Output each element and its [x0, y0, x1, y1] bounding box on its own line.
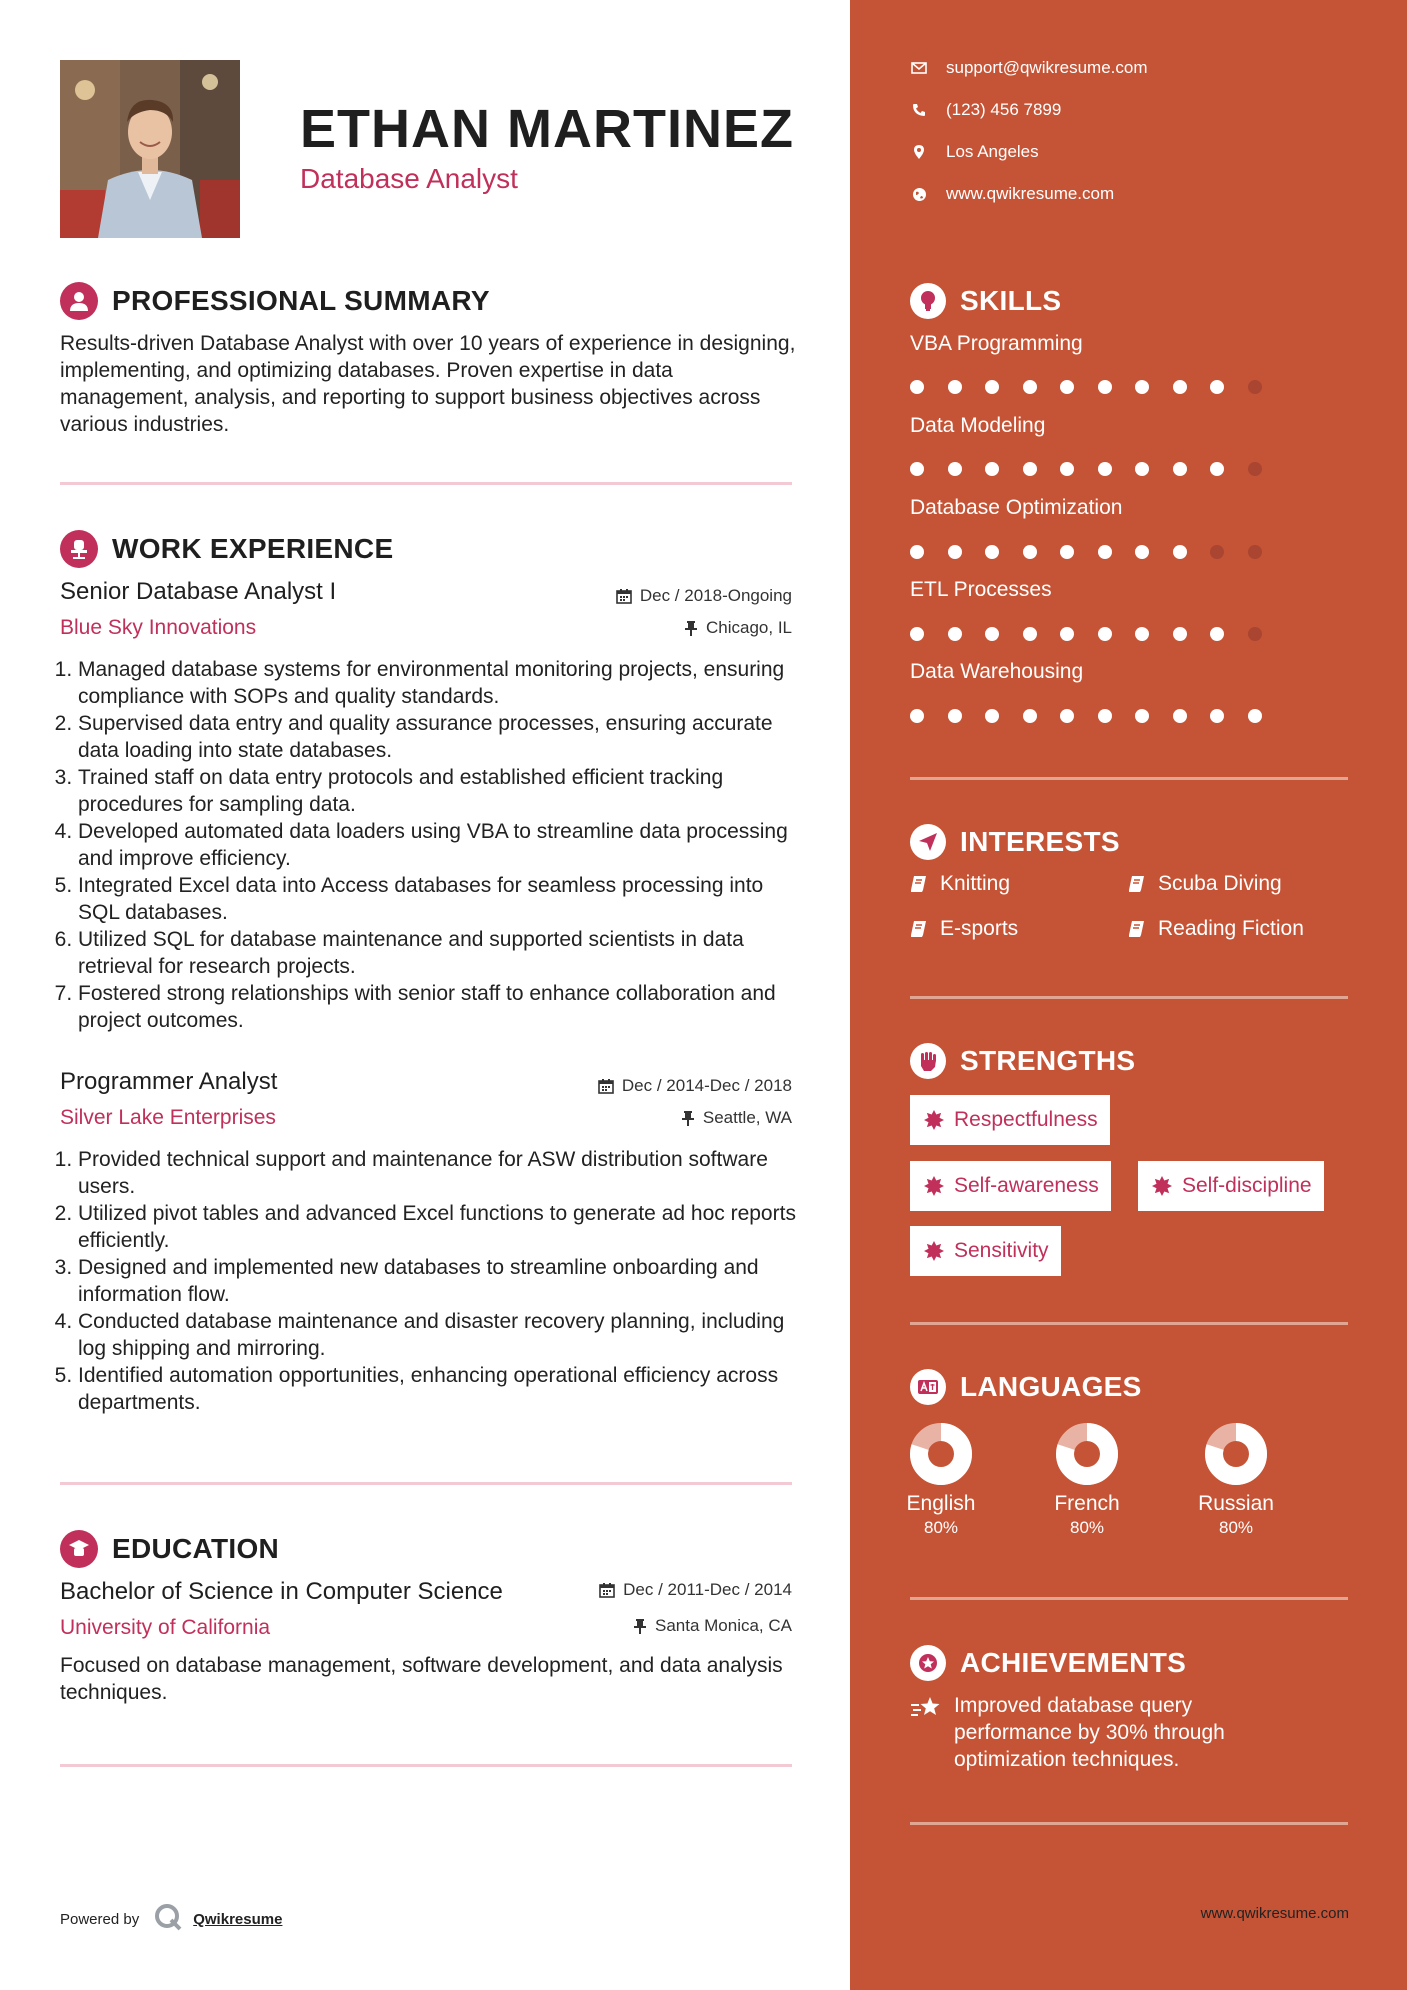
- summary-heading: [60, 282, 490, 320]
- list-item: 1. Managed database systems for environmental monitoring projects, ensuring compliance with SOPs and quality standards.: [78, 656, 800, 710]
- badge-burst-icon: [924, 1110, 944, 1130]
- skill-rating: [910, 627, 1285, 641]
- job-location-text: Chicago, IL: [706, 618, 792, 637]
- experience-heading: [60, 530, 393, 568]
- skill-dot-filled: [1135, 545, 1149, 559]
- education-description: Focused on database management, software development, and data analysis techniques.: [60, 1654, 783, 1704]
- skill-dot-filled: [948, 627, 962, 641]
- job-title: Programmer Analyst: [60, 1068, 278, 1095]
- powered-by-label: Powered by: [60, 1910, 140, 1928]
- skill-name: Data Warehousing: [910, 660, 1084, 683]
- language-percent: 80%: [923, 1518, 959, 1537]
- contact-location: [910, 142, 1039, 162]
- star-badge-icon: [910, 1645, 946, 1681]
- interest-label: E-sports: [940, 917, 1019, 940]
- skill-dot-filled: [1023, 627, 1037, 641]
- list-item: 7. Fostered strong relationships with senior staff to enhance collaboration and project outcomes.: [78, 980, 800, 1034]
- list-item: 6. Utilized SQL for database maintenance and supported scientists in data retrieval for research projects.: [78, 926, 800, 980]
- list-item: 3. Trained staff on data entry protocols and established efficient tracking procedures for sampling data.: [78, 764, 800, 818]
- strength-label: Self-discipline: [1182, 1174, 1312, 1197]
- language-percent: 80%: [1218, 1518, 1254, 1537]
- list-item: 5. Integrated Excel data into Access databases for seamless processing into SQL databases.: [78, 872, 800, 926]
- job-dates-text: Dec / 2014-Dec / 2018: [621, 1076, 792, 1095]
- skill-dot-filled: [948, 380, 962, 394]
- divider: [910, 996, 1348, 999]
- skill-rating: [910, 709, 1285, 723]
- job-dates-text: Dec / 2018-Ongoing: [639, 586, 792, 605]
- phone-text: (123) 456 7899: [946, 100, 1062, 119]
- education-dates: [599, 1580, 792, 1600]
- list-item: 1. Provided technical support and maintenance for ASW distribution software users.: [78, 1146, 800, 1200]
- paper-plane-icon: [910, 824, 946, 860]
- education-location: [633, 1616, 792, 1636]
- skill-dot-filled: [1135, 627, 1149, 641]
- interest-item: [1128, 917, 1304, 941]
- achievements-title: ACHIEVEMENTS: [960, 1647, 1187, 1678]
- skill-dot-filled: [1060, 627, 1074, 641]
- skill-dot-filled: [1098, 627, 1112, 641]
- sidebar: [850, 0, 1407, 1990]
- divider: [60, 1482, 792, 1485]
- list-item: 4. Conducted database maintenance and disaster recovery planning, including log shipping and mirroring.: [78, 1308, 800, 1362]
- graduation-icon: [60, 1530, 98, 1568]
- summary-title: PROFESSIONAL SUMMARY: [112, 285, 490, 316]
- footer-site[interactable]: www.qwikresume.com: [1200, 1905, 1349, 1922]
- calendar-icon: [598, 1078, 614, 1094]
- job-company: Blue Sky Innovations: [60, 616, 257, 639]
- translate-icon: [910, 1369, 946, 1405]
- skill-dot-filled: [1060, 462, 1074, 476]
- skill-dot-filled: [1248, 709, 1262, 723]
- language-ring-hole: [1077, 1444, 1097, 1464]
- interest-label: Scuba Diving: [1158, 872, 1282, 895]
- calendar-icon: [616, 588, 632, 604]
- skill-dot-filled: [1098, 380, 1112, 394]
- job-dates: [598, 1076, 792, 1096]
- skill-dot-filled: [910, 545, 924, 559]
- list-item: 2. Utilized pivot tables and advanced Excel functions to generate ad hoc reports efficiently.: [78, 1200, 800, 1254]
- language-item: [886, 1422, 996, 1538]
- skill-dot-filled: [1135, 462, 1149, 476]
- skill-dot-filled: [1173, 545, 1187, 559]
- job-company: Silver Lake Enterprises: [60, 1106, 276, 1129]
- interest-item: [910, 917, 1018, 941]
- strength-badge: [910, 1226, 1061, 1276]
- contact-phone: [910, 100, 1061, 120]
- contact-website: [910, 184, 1114, 204]
- calendar-icon: [599, 1582, 615, 1598]
- skill-dot-filled: [1173, 627, 1187, 641]
- phone-icon: [910, 103, 928, 117]
- strength-label: Respectfulness: [954, 1108, 1098, 1131]
- skill-dot-filled: [1060, 545, 1074, 559]
- education-title: EDUCATION: [112, 1533, 280, 1564]
- skill-rating: [910, 380, 1285, 394]
- achievements-heading: [910, 1645, 1186, 1681]
- skill-name: VBA Programming: [910, 332, 1083, 355]
- profile-photo: [60, 60, 240, 238]
- skill-dot-filled: [910, 627, 924, 641]
- list-item: 3. Designed and implemented new databases to streamline onboarding and information flow.: [78, 1254, 800, 1308]
- languages-title: LANGUAGES: [960, 1371, 1142, 1402]
- candidate-name: ETHAN MARTINEZ: [300, 99, 794, 159]
- skill-dot-filled: [1210, 462, 1224, 476]
- skill-dot-filled: [948, 545, 962, 559]
- skill-dot-filled: [1023, 380, 1037, 394]
- skill-rating: [910, 545, 1285, 559]
- language-item: [1181, 1422, 1291, 1538]
- skill-dot-filled: [1173, 709, 1187, 723]
- globe-icon: [910, 187, 928, 202]
- email-text[interactable]: support@qwikresume.com: [946, 58, 1148, 77]
- divider: [60, 1764, 792, 1767]
- interest-label: Knitting: [940, 872, 1011, 895]
- skill-dot-filled: [985, 380, 999, 394]
- badge-burst-icon: [1152, 1176, 1172, 1196]
- skills-title: SKILLS: [960, 285, 1062, 316]
- list-item: 5. Identified automation opportunities, enhancing operational efficiency across departments.: [78, 1362, 800, 1416]
- skill-dot-filled: [1210, 380, 1224, 394]
- briefcase-chair-icon: [60, 530, 98, 568]
- strength-badge: [910, 1095, 1110, 1145]
- skill-dot-filled: [1173, 380, 1187, 394]
- education-heading: [60, 1530, 279, 1568]
- skill-dot-empty: [1248, 380, 1262, 394]
- shooting-star-icon: [910, 1696, 942, 1773]
- website-text[interactable]: www.qwikresume.com: [946, 184, 1115, 203]
- skill-dot-empty: [1248, 545, 1262, 559]
- language-level-ring: [1204, 1422, 1268, 1486]
- skill-dot-filled: [1098, 709, 1112, 723]
- skill-dot-empty: [1248, 627, 1262, 641]
- skill-dot-filled: [1023, 462, 1037, 476]
- location-text: Los Angeles: [946, 142, 1039, 161]
- divider: [60, 482, 792, 485]
- skill-dot-empty: [1248, 462, 1262, 476]
- interests-heading: [910, 824, 1120, 860]
- interest-item: [1128, 872, 1282, 896]
- skill-dot-filled: [910, 709, 924, 723]
- skill-dot-filled: [1098, 545, 1112, 559]
- job-location-text: Seattle, WA: [702, 1108, 792, 1127]
- skill-dot-filled: [1210, 709, 1224, 723]
- divider: [910, 1822, 1348, 1825]
- list-item: 4. Developed automated data loaders using VBA to streamline data processing and improve efficiency.: [78, 818, 800, 872]
- divider: [910, 1597, 1348, 1600]
- languages-heading: [910, 1369, 1142, 1405]
- achievement-item: [910, 1692, 1310, 1773]
- pin-icon: [633, 1618, 647, 1634]
- skill-dot-filled: [985, 709, 999, 723]
- skill-dot-empty: [1210, 545, 1224, 559]
- skill-name: Database Optimization: [910, 496, 1123, 519]
- language-level-ring: [1055, 1422, 1119, 1486]
- skill-dot-filled: [1060, 380, 1074, 394]
- divider: [910, 777, 1348, 780]
- candidate-title: Database Analyst: [300, 163, 518, 194]
- education-location-text: Santa Monica, CA: [654, 1616, 792, 1635]
- skill-dot-filled: [948, 462, 962, 476]
- job-title: Senior Database Analyst I: [60, 578, 337, 605]
- book-icon: [1128, 920, 1146, 938]
- interests-title: INTERESTS: [960, 826, 1120, 857]
- book-icon: [910, 920, 928, 938]
- job-location: [684, 618, 792, 638]
- skill-dot-filled: [1135, 380, 1149, 394]
- pin-icon: [684, 620, 698, 636]
- envelope-icon: [910, 62, 928, 74]
- strength-label: Sensitivity: [954, 1239, 1049, 1262]
- interest-label: Reading Fiction: [1158, 917, 1304, 940]
- strength-badge: [910, 1161, 1111, 1211]
- language-item: [1032, 1422, 1142, 1538]
- degree: Bachelor of Science in Computer Science: [60, 1578, 503, 1605]
- skill-dot-filled: [1135, 709, 1149, 723]
- language-name: French: [1054, 1492, 1120, 1515]
- job-bullets: [50, 656, 800, 1034]
- book-icon: [910, 875, 928, 893]
- skill-dot-filled: [1173, 462, 1187, 476]
- fist-icon: [910, 1043, 946, 1079]
- lightbulb-icon: [910, 283, 946, 319]
- education-dates-text: Dec / 2011-Dec / 2014: [623, 1580, 792, 1599]
- skill-dot-filled: [985, 462, 999, 476]
- skill-dot-filled: [1060, 709, 1074, 723]
- language-name: English: [906, 1492, 976, 1515]
- list-item: 2. Supervised data entry and quality assurance processes, ensuring accurate data loading into state databases.: [78, 710, 800, 764]
- skills-heading: [910, 283, 1061, 319]
- skill-name: ETL Processes: [910, 578, 1052, 601]
- experience-title: WORK EXPERIENCE: [112, 533, 394, 564]
- badge-burst-icon: [924, 1241, 944, 1261]
- achievement-text: Improved database query performance by 30% through optimization techniques.: [954, 1694, 1225, 1771]
- skill-name: Data Modeling: [910, 414, 1046, 437]
- job-dates: [616, 586, 792, 606]
- strengths-heading: [910, 1043, 1135, 1079]
- skill-dot-filled: [985, 545, 999, 559]
- skill-dot-filled: [1098, 462, 1112, 476]
- strength-label: Self-awareness: [954, 1174, 1099, 1197]
- language-ring-hole: [931, 1444, 951, 1464]
- language-level-ring: [909, 1422, 973, 1486]
- qwikresume-logo-icon: [153, 1902, 183, 1936]
- powered-by: [60, 1902, 282, 1936]
- school: University of California: [60, 1616, 271, 1639]
- strength-badge: [1138, 1161, 1324, 1211]
- book-icon: [1128, 875, 1146, 893]
- badge-burst-icon: [924, 1176, 944, 1196]
- skill-dot-filled: [910, 462, 924, 476]
- map-marker-icon: [910, 144, 928, 160]
- language-ring-hole: [1226, 1444, 1246, 1464]
- job-bullets: [50, 1146, 800, 1416]
- strengths-title: STRENGTHS: [960, 1045, 1136, 1076]
- skill-rating: [910, 462, 1285, 476]
- summary-text: Results-driven Database Analyst with over 10 years of experience in designing, implementing, and optimizing databases. Proven expertise in data management, analysis, and reporting to support business objectives across various industries.: [60, 332, 796, 436]
- user-icon: [60, 282, 98, 320]
- skill-dot-filled: [948, 709, 962, 723]
- skill-dot-filled: [1023, 709, 1037, 723]
- interest-item: [910, 872, 1010, 896]
- brand-link[interactable]: Qwikresume: [193, 1910, 283, 1928]
- divider: [910, 1322, 1348, 1325]
- skill-dot-filled: [910, 380, 924, 394]
- contact-email: [910, 58, 1148, 78]
- pin-icon: [681, 1110, 695, 1126]
- skill-dot-filled: [985, 627, 999, 641]
- job-location: [681, 1108, 792, 1128]
- skill-dot-filled: [1210, 627, 1224, 641]
- skill-dot-filled: [1023, 545, 1037, 559]
- language-name: Russian: [1198, 1492, 1274, 1515]
- language-percent: 80%: [1069, 1518, 1105, 1537]
